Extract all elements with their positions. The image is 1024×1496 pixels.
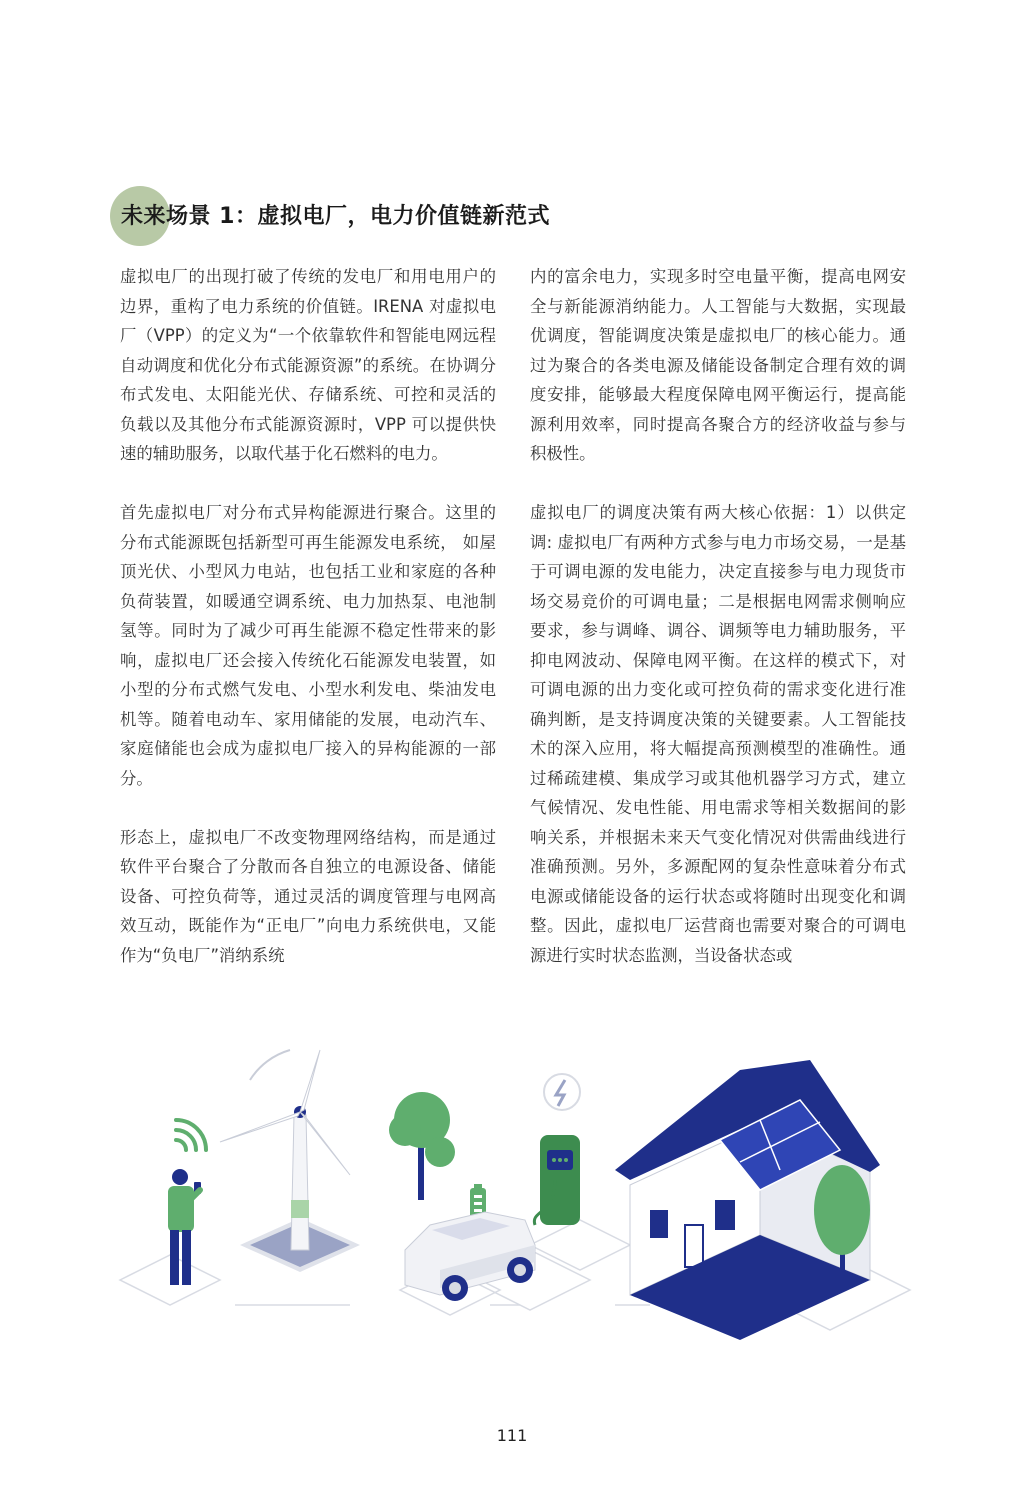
virtual-power-plant-illustration [110, 1040, 920, 1340]
paragraph: 虚拟电厂的调度决策有两大核心依据：1）以供定调: 虚拟电厂有两种方式参与电力市场交易，一是基于可调电源的发电能力，决定直接参与电力现货市场交易竞价的可调电量；二是根据电网需求侧响应要求，参与调峰、调谷、调频等电力辅助服务，平抑电网波动、保障电网平衡。在这样的模式下，对可调电源的出力变化或可控负荷的需求变化进行准确判断，是支持调度决策的关键要素。人工智能技术的深入应用，将大幅提高预测模型的准确性。通过稀疏建模、集成学习或其他机器学习方式，建立气候情况、发电性能、用电需求等相关数据间的影响关系，并根据未来天气变化情况对供需曲线进行准确预测。另外，多源配网的复杂性意味着分布式电源或储能设备的运行状态或将随时出现变化和调整。因此，虚拟电厂运营商也需要对聚合的可调电源进行实时状态监测，当设备状态或 [530, 503, 906, 965]
wind-turbine [220, 1050, 360, 1272]
electric-car [405, 1212, 535, 1301]
tree [389, 1092, 455, 1200]
paragraph: 内的富余电力，实现多时空电量平衡，提高电网安全与新能源消纳能力。人工智能与大数据，实现最优调度，智能调度决策是虚拟电厂的核心能力。通过为聚合的各类电源及储能设备制定合理有效的调度安排，能够最大程度保障电网平衡运行，提高能源利用效率，同时提高各聚合方的经济收益与参与积极性。 [530, 267, 906, 463]
right-text-column [530, 262, 906, 970]
page-title: 未来场景 1：虚拟电厂，电力价值链新范式 [121, 204, 550, 229]
paragraph: 首先虚拟电厂对分布式异构能源进行聚合。这里的分布式能源既包括新型可再生能源发电系统， 如屋顶光伏、小型风力电站，也包括工业和家庭的各种负荷装置，如暖通空调系统、电力加热泵、电池制氢等。同时为了减少可再生能源不稳定性带来的影响，虚拟电厂还会接入传统化石能源发电装置，如小型的分布式燃气发电、小型水利发电、柴油发电机等。随着电动车、家用储能的发展，电动汽车、家庭储能也会成为虚拟电厂接入的异构能源的一部分。 [120, 503, 496, 788]
left-text-column [120, 262, 496, 970]
paragraph: 虚拟电厂的出现打破了传统的发电厂和用电用户的边界，重构了电力系统的价值链。IRENA 对虚拟电厂（VPP）的定义为“一个依靠软件和智能电网远程自动调度和优化分布式能源资源”的系统。在协调分布式发电、太阳能光伏、存储系统、可控和灵活的负载以及其他分布式能源资源时，VPP 可以提供快速的辅助服务，以取代基于化石燃料的电力。 [120, 267, 496, 463]
wifi-signal-icon [176, 1120, 206, 1150]
page-number: 111 [496, 1426, 528, 1445]
paragraph: 形态上，虚拟电厂不改变物理网络结构，而是通过软件平台聚合了分散而各自独立的电源设备、储能设备、可控负荷等，通过灵活的调度管理与电网高效互动，既能作为“正电厂”向电力系统供电，又能作为“负电厂”消纳系统 [120, 827, 496, 965]
ev-charger [534, 1074, 580, 1225]
